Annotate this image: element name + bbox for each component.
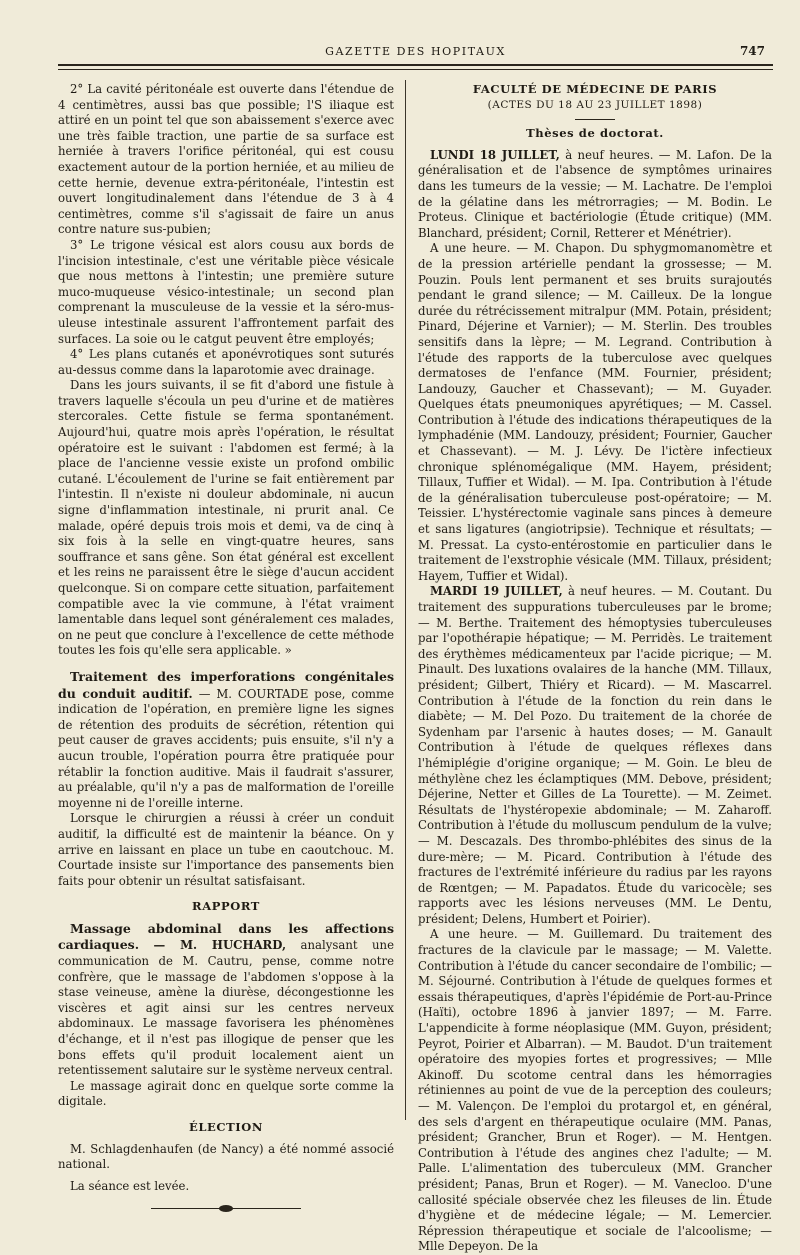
column-divider: [405, 80, 406, 1120]
page-header: [58, 40, 773, 66]
election-heading: ÉLECTION: [188, 1120, 264, 1134]
header-rule: [58, 64, 773, 66]
page-number: 747: [739, 44, 765, 58]
header-rule-thin: [58, 69, 773, 70]
paragraph-step-4: 4° Les plans cutanés et aponévrotiques sont suturés au-dessus comme dans la laparotomie avec drainage.: [58, 347, 394, 377]
section-title-massage: Massage abdominal dans les affections cardiaques.: [58, 920, 394, 953]
faculty-subtitle: (ACTES DU 18 AU 23 JUILLET 1898): [487, 98, 703, 111]
text-courtade: pose, comme indication de l'opération, en première ligne les signes de rétention des produits de sécrétion, rétention qui peut causer de graves accidents; puis ensuite, s'il n'y a aucun trouble, l'opération pourra être pratiquée pour rétablir la fonction auditive. Mais il faudrait s'assurer, au préalable, qu'il n'y a pas de malformation de l'oreille moyenne ni de l'oreille interne.: [58, 686, 395, 810]
right-column: [418, 82, 772, 1255]
mardi-text: à neuf heures. — M. Coutant. Du traitement des suppurations tuberculeuses par le brome; — M. Berthe. Traitement des hémoptysies tuberculeuses par l'opothérapie hépatique; — M. Perridès. Le traitement des érythèmes médicamenteux par l'acide picrique; — M. Pinault. Des luxations ovalaires de la hanche (MM. Tillaux, président; Gilbert, Thiéry et Ricard). — M. Mascarrel. Contribution à l'étude de la fonction du rein dans le diabète; — M. Del Pozo. Du traitement de la chorée de Sydenham par l'arsenic à hautes doses; — M. Ganault Contribution à l'étude de quelques réflexes dans l'hémiplégie d'origine organique; — M. Goin. Le bleu de méthylène chez les éclamptiques (MM. Debove, président; Déjerine, Netter et Gilles de La Tourette). — M. Zeimet. Résultats de l'hystéropexie abdominale; — M. Zaharoff. Contribution à l'étude du molluscum pendulum de la vulve; — M. Descazals. Des thrombo-phlébites des sinus de la dure-mère; — M. Picard. Contribution à l'étude des fractures de l'extrémité inférieure du radius par les rayons de Rœntgen; — M. Papadatos. Étude du varicocèle; ses rapports avec les lésions nerveuses (MM. Le Dentu, président; Delens, Humbert et Poirier).: [418, 584, 772, 926]
paragraph-outcome: Dans les jours suivants, il se fit d'abord une fistule à travers laquelle s'écoula un peu d'urine et de matières stercorales. Cette fistule se ferma spontanément. Aujourd'hui, quatre mois après l'opération, le résultat opératoire est le suivant : l'abdomen est fermé; à la place de l'ancienne vessie existe un profond ombilic cutané. L'écoulement de l'urine se fait entièrement par l'intestin. Il n'existe ni douleur abdominale, ni aucun signe d'inflammation intestinale, ni prurit anal. Ce malade, opéré depuis trois mois et demi, va de cinq à six fois à la selle en vingt-quatre heures, sans souffrance et sans gêne. Son état général est excellent et les reins ne paraissent être le siège d'aucun accident quelconque. Si on compare cette situation, parfaitement compatible avec la vie commune, à l'état vraiment lamentable dans lequel sont généralement ces malades, on ne peut que conclure à l'excellence de cette méthode toutes les fois qu'elle sera applicable. »: [58, 378, 394, 658]
section-title-courtade: Traitement des imperforations congénitales du conduit auditif.: [58, 668, 394, 701]
text-huchard: analysant une communication de M. Cautru, pense, comme notre confrère, que le massage de l'abdomen s'oppose à la stase veineuse, amène la diurèse, décongestionne les viscères et agit ainsi sur les centres nerveux abdominaux. Le massage favorisera les phénomènes d'échange, et il n'est pas illogique de penser que les bons effets qu'il produit localement aient un retentissement salutaire sur le système nerveux central.: [58, 938, 394, 1078]
mardi-afternoon: A une heure. — M. Guillemard. Du traitement des fractures de la clavicule par le massage; — M. Valette. Contribution à l'étude du cancer secondaire de l'ombilic; — M. Séjourné. Contribution à l'étude de quelques formes et essais thérapeutiques, d'après l'épidémie de Port-au-Prince (Haïti), octobre 1896 à janvier 1897; — M. Farre. L'appendicite à forme néoplasique (MM. Guyon, président; Peyrot, Poirier et Albarran). — M. Baudot. D'un traitement opératoire des myopies fortes et progressives; — Mlle Akinoff. Du scotome central dans les hémorragies rétiniennes au point de vue de la perception des couleurs; — M. Valençon. De l'emploi du protargol et, en général, des sels d'argent en thérapeutique oculaire (MM. Panas, président; Grancher, Brun et Roger). — M. Hentgen. Contribution à l'étude des angines chez l'adulte; — M. Palle. L'alimentation des tuberculeux (MM. Grancher président; Panas, Brun et Roger). — M. Vanecloo. D'une callosité spéciale observée chez les fileuses de lin. Étude d'hygiène et de médecine légale; — M. Lemercier. Répression thérapeutique et sociale de l'alcoolisme; — Mlle Depeyon. De la: [418, 927, 772, 1254]
section-courtade: [58, 669, 394, 811]
author-courtade: — M. COURTADE: [198, 686, 309, 701]
lundi-entry: [418, 148, 772, 242]
theses-title: Thèses de doctorat.: [526, 126, 664, 141]
short-rule: [575, 119, 615, 120]
paragraph-step-2: 2° La cavité péritonéale est ouverte dans l'étendue de 4 centimètres, aussi bas que possible; l'S iliaque est attiré en un point tel que son abaissement s'exerce avec une très faible traction, une partie de sa surface est herniée à travers l'orifice péritonéal, qui est cousu exactement autour de la portion herniée, et au milieu de cette hernie, devenue extra-péritonéale, l'intestin est ouvert longitudinalement dans l'étendue de 3 à 4 centimètres, comme s'il s'agissait de faire un anus contre nature sus-pubien;: [58, 82, 394, 237]
mardi-entry: [418, 584, 772, 927]
lundi-text: à neuf heures. — M. Lafon. De la généralisation et de l'absence de symptômes urinaires dans les tumeurs de la vessie; — M. Lachatre. De l'emploi de la gélatine dans les métrorragies; — M. Bodin. Le Proteus. Clinique et bactériologie (Étude critique) (MM. Blanchard, président; Cornil, Retterer et Ménétrier).: [418, 147, 773, 240]
journal-title: GAZETTE DES HOPITAUX: [325, 45, 506, 58]
election-text: M. Schlagdenhaufen (de Nancy) a été nommé associé national.: [58, 1141, 394, 1172]
rapport-heading: RAPPORT: [192, 899, 260, 914]
day-lundi: LUNDI 18 JUILLET,: [430, 147, 560, 162]
paragraph-step-3: 3° Le trigone vésical est alors cousu aux bords de l'incision intestinale, c'est une véritable pièce vésicale que nous mettons à l'intestin; une première suture muco-muqueuse vésico-intestinale; un second plan comprenant la musculeuse de la vessie et la séro-mus-uleuse intestinale assurent l'affrontement parfait des surfaces. La soie ou le catgut peuvent être employés;: [58, 237, 394, 346]
lundi-afternoon: A une heure. — M. Chapon. Du sphygmomanomètre et de la pression artérielle pendant la grossesse; — M. Pouzin. Pouls lent permanent et ses bruits surajoutés pendant le grand silence; — M. Cailleux. De la longue durée du rétrécissement mitralpur (MM. Potain, président; Pinard, Déjerine et Varnier); — M. Sterlin. Des troubles sensitifs dans la lèpre; — M. Legrand. Contribution à l'étude des rapports de la tuberculose avec quelques dermatoses de l'enfance (MM. Fournier, président; Landouzy, Gaucher et Chassevant); — M. Guyader. Quelques états pneumoniques apyrétiques; — M. Cassel. Contribution à l'étude des indications thérapeutiques de la lymphadénie (MM. Landouzy, président; Fournier, Gaucher et Chassevant). — M. J. Lévy. De l'ictère infectieux chronique splénomégalique (MM. Hayem, président; Tillaux, Tuffier et Widal). — M. Ipa. Contribution à l'étude de la généralisation tuberculeuse post-opératoire; — M. Teissier. L'hystérectomie vaginale sans pinces à demeure et sans ligatures (angiotripsie). Technique et résultats; — M. Pressat. La cysto-entérostomie en particulier dans le traitement de l'exstrophie vésicale (MM. Tillaux, président; Hayem, Tuffier et Widal).: [418, 241, 772, 583]
author-huchard: — M. HUCHARD,: [153, 938, 287, 953]
paragraph-digitale: Le massage agirait donc en quelque sorte comme la digitale.: [58, 1078, 394, 1109]
left-column: [58, 82, 394, 1209]
ornament-divider: [151, 1208, 301, 1209]
section-huchard: [58, 921, 394, 1079]
closing-line: La séance est levée.: [70, 1178, 190, 1193]
paragraph-courtade-2: Lorsque le chirurgien a réussi à créer un conduit auditif, la difficulté est de maintenir la béance. On y arrive en laissant en place un tube en caoutchouc. M. Courtade insiste sur l'importance des pansements bien faits pour obtenir un résultat satisfaisant.: [58, 811, 394, 888]
faculty-title: FACULTÉ DE MÉDECINE DE PARIS: [472, 82, 718, 96]
day-mardi: MARDI 19 JUILLET,: [430, 584, 563, 599]
